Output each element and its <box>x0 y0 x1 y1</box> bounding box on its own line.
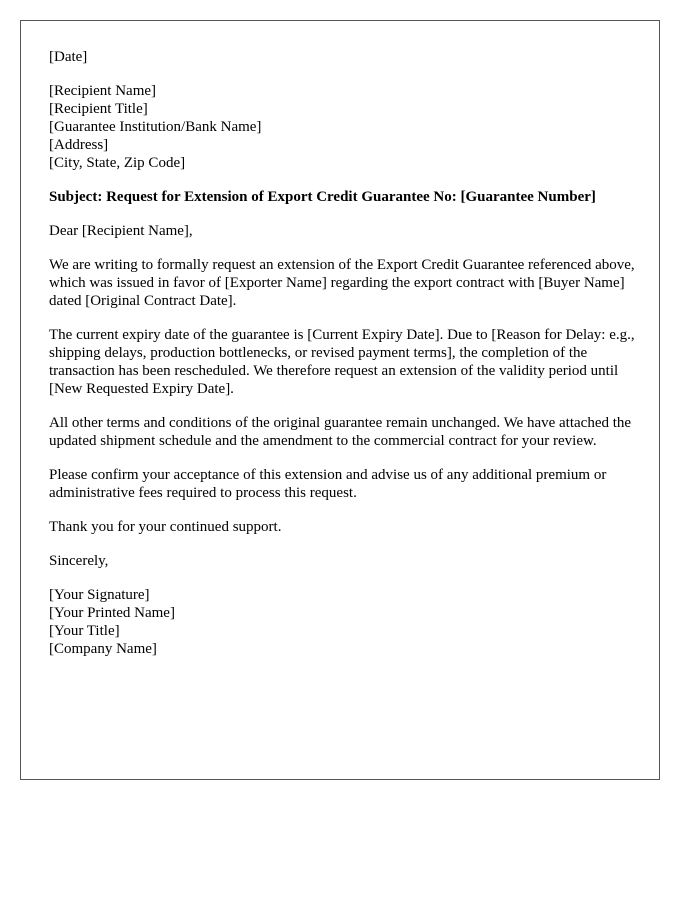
signature-line: [Your Signature] <box>49 587 150 603</box>
recipient-city-state-zip: [City, State, Zip Code] <box>49 155 186 171</box>
letter-page <box>20 20 660 780</box>
salutation: Dear [Recipient Name], <box>49 223 193 239</box>
recipient-address-block <box>49 82 639 172</box>
letter-body <box>49 48 639 674</box>
printed-name: [Your Printed Name] <box>49 605 175 621</box>
recipient-address: [Address] <box>49 137 109 153</box>
body-paragraph-thanks: Thank you for your continued support. <box>49 519 282 535</box>
body-paragraph-terms: All other terms and conditions of the original guarantee remain unchanged. We have attached the updated shipment schedule and the amendment to the commercial contract for your review. <box>49 415 632 449</box>
subject-line: Subject: Request for Extension of Export Credit Guarantee No: [Guarantee Number] <box>49 189 596 205</box>
recipient-name: [Recipient Name] <box>49 83 157 99</box>
body-paragraph-request: We are writing to formally request an extension of the Export Credit Guarantee referenced above, which was issued in favor of [Exporter Name] regarding the export contract with [Buyer Name] dated [Original Contract Date]. <box>49 257 635 309</box>
signer-title: [Your Title] <box>49 623 120 639</box>
company-name: [Company Name] <box>49 641 157 657</box>
closing: Sincerely, <box>49 553 109 569</box>
signature-block <box>49 586 639 658</box>
body-paragraph-delay: The current expiry date of the guarantee is [Current Expiry Date]. Due to [Reason for Delay: e.g., shipping delays, production bottlenecks, or revised payment terms], the completion of the transaction has been rescheduled. We therefore request an extension of the validity period until [New Requested Expiry Date]. <box>49 327 635 397</box>
body-paragraph-confirmation: Please confirm your acceptance of this extension and advise us of any additional premium or administrative fees required to process this request. <box>49 467 607 501</box>
recipient-title: [Recipient Title] <box>49 101 148 117</box>
date-line: [Date] <box>49 49 88 65</box>
recipient-institution: [Guarantee Institution/Bank Name] <box>49 119 262 135</box>
